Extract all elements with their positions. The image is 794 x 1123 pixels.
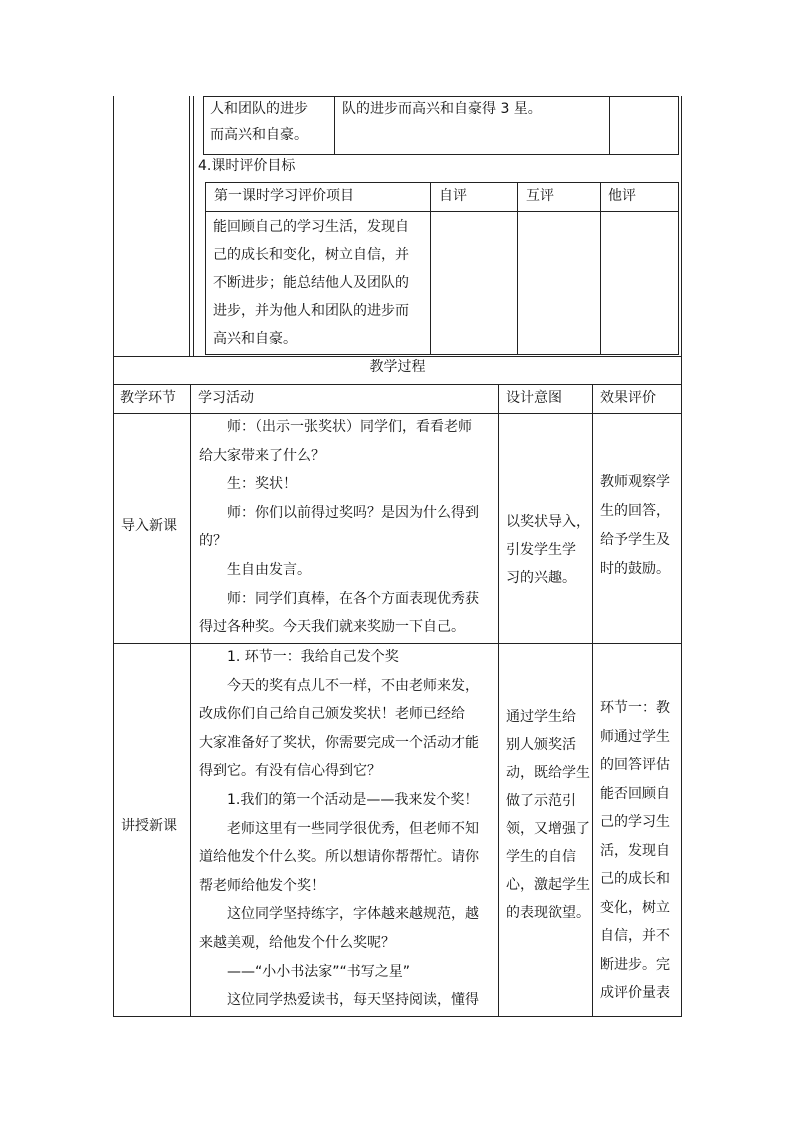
eval-item-text <box>213 213 409 353</box>
activity-line: 这位同学坚持练字，字体越来越规范，越 <box>227 906 479 923</box>
process-col-sep2 <box>498 384 499 1016</box>
eval-header-peer: 互评 <box>526 188 554 204</box>
criteria-line-2: 而高兴和自豪。 <box>210 127 308 143</box>
activity-line: 老师这里有一些同学很优秀，但老师不知 <box>227 820 479 837</box>
activity-line: 生自由发言。 <box>227 561 311 578</box>
inner-left-double-b <box>193 96 194 356</box>
inner-left-double-a <box>189 96 190 356</box>
activity-line: 师：同学们真棒，在各个方面表现优秀获 <box>227 590 479 607</box>
activity-line: 师：你们以前得过奖吗？是因为什么得到 <box>227 504 479 521</box>
effect-line: 生的回答， <box>600 503 670 519</box>
effect-line: 师通过学生 <box>600 728 670 745</box>
eval-header-other: 他评 <box>608 188 636 204</box>
process-header-activity: 学习活动 <box>198 390 254 406</box>
activity-line: 生：奖状！ <box>227 476 297 493</box>
effect-line: 己的成长和 <box>600 871 670 887</box>
intent-line: 别人颁奖活 <box>506 737 576 753</box>
activity-line: 道给他发个什么奖。所以想请你帮帮忙。请你 <box>199 849 479 866</box>
process-header-stage: 教学环节 <box>120 390 176 406</box>
activity-line: 得到它。有没有信心得到它？ <box>199 763 381 780</box>
intent-line: 通过学生给 <box>506 709 576 725</box>
process-title-bottom <box>113 384 682 385</box>
top-table-top <box>203 96 679 97</box>
row1-intent <box>506 508 590 592</box>
effect-line: 变化，树立 <box>600 899 670 916</box>
intent-line: 动，既给学生 <box>506 765 590 781</box>
intent-line: 以奖状导入， <box>506 514 590 530</box>
process-title: 教学过程 <box>369 359 426 375</box>
effect-line: 时的鼓励。 <box>600 561 670 577</box>
eval-item-line: 能回顾自己的学习生活，发现自 <box>213 219 409 235</box>
intent-line: 的表现欲望。 <box>506 905 590 921</box>
effect-line: 自信，并不 <box>600 928 670 944</box>
top-table-sep2 <box>609 96 610 154</box>
top-table-right <box>678 96 679 154</box>
effect-line: 教师观察学 <box>600 474 670 490</box>
effect-line: 能否回顾自 <box>600 785 670 802</box>
activity-line: 得过各种奖。今天我们就来奖励一下自己。 <box>199 619 465 636</box>
activity-line: 帮老师给他发个奖！ <box>199 877 325 894</box>
process-header-intent: 设计意图 <box>506 390 562 406</box>
row2-effect <box>600 694 670 1008</box>
effect-line: 给予学生及 <box>600 532 670 548</box>
process-col-sep1 <box>190 384 191 1016</box>
outer-left-border <box>113 96 114 1017</box>
activity-line: 这位同学热爱读书，每天坚持阅读，懂得 <box>227 992 479 1009</box>
activity-line: 大家准备好了奖状，你需要完成一个活动才能 <box>199 734 479 751</box>
intent-line: 习的兴趣。 <box>506 570 576 586</box>
eval-table-left <box>205 182 206 354</box>
row2-stage: 讲授新课 <box>121 818 177 834</box>
eval-table-right <box>678 182 679 354</box>
eval-item-line: 己的成长和变化，树立自信，并 <box>213 247 409 263</box>
row1-stage: 导入新课 <box>121 518 177 534</box>
activity-line: ——“小小书法家”“书写之星” <box>227 963 411 980</box>
intent-line: 学生的自信 <box>506 849 576 865</box>
outer-right-border <box>681 96 682 1017</box>
eval-item-line: 不断进步；能总结他人及团队的 <box>213 275 409 291</box>
intent-line: 领，又增强了 <box>506 821 590 837</box>
effect-line: 断进步。完 <box>600 956 670 973</box>
row1-activity <box>199 413 479 642</box>
activity-line: 1. 环节一：我给自己发个奖 <box>227 649 399 665</box>
eval-item-line: 高兴和自豪。 <box>213 331 297 347</box>
activity-line: 的？ <box>199 533 227 550</box>
effect-line: 环节一：教 <box>600 700 670 716</box>
activity-line: 来越美观，给他发个什么奖呢？ <box>199 934 395 951</box>
row1-effect <box>600 468 670 584</box>
row2-intent <box>506 703 590 927</box>
eval-item-line: 进步，并为他人和团队的进步而 <box>213 303 409 319</box>
top-table-bottom <box>203 154 679 155</box>
eval-header-self: 自评 <box>439 188 467 204</box>
eval-table-sep3 <box>600 182 601 354</box>
eval-table-header-bottom <box>205 211 679 212</box>
intent-line: 引发学生学 <box>506 542 576 558</box>
eval-table-bottom <box>205 354 679 355</box>
eval-table-top <box>205 182 679 183</box>
process-header-effect: 效果评价 <box>600 390 656 406</box>
effect-line: 成评价量表 <box>600 985 670 1001</box>
row2-activity <box>199 643 479 1015</box>
effect-line: 的回答评估 <box>600 757 670 773</box>
criteria-line-1: 人和团队的进步 <box>210 101 308 117</box>
process-table-bottom <box>113 1016 682 1017</box>
effect-line: 活，发现自 <box>600 842 670 859</box>
activity-line: 1.我们的第一个活动是——我来发个奖！ <box>227 791 479 808</box>
top-table-left <box>203 96 204 154</box>
top-table-sep1 <box>334 96 335 154</box>
activity-line: 给大家带来了什么？ <box>199 447 325 464</box>
eval-table-sep1 <box>430 182 431 354</box>
activity-line: 师：（出示一张奖状）同学们，看看老师 <box>227 419 472 435</box>
eval-table-sep2 <box>517 182 518 354</box>
star-text: 队的进步而高兴和自豪得 3 星。 <box>342 101 542 117</box>
effect-line: 己的学习生 <box>600 814 670 830</box>
intent-line: 心，激起学生 <box>506 877 590 893</box>
process-col-sep3 <box>592 384 593 1016</box>
activity-line: 今天的奖有点儿不一样，不由老师来发， <box>227 677 479 694</box>
section-title: 4.课时评价目标 <box>198 158 296 174</box>
intent-line: 做了示范引 <box>506 793 576 809</box>
activity-line: 改成你们自己给自己颁发奖状！老师已经给 <box>199 706 465 723</box>
eval-header-item: 第一课时学习评价项目 <box>214 188 354 204</box>
